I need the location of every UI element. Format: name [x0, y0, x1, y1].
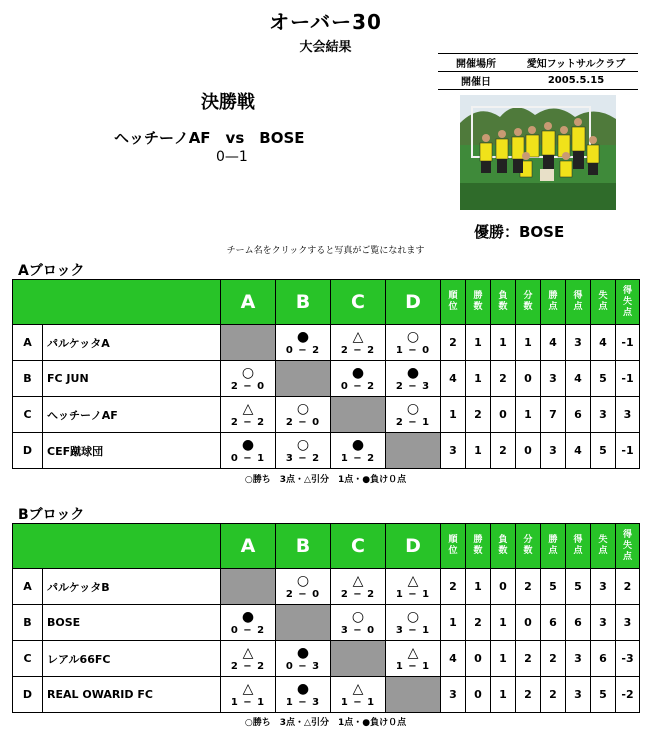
table-row	[13, 605, 640, 641]
block-b-body	[13, 569, 640, 713]
stat-cell: 5	[591, 361, 616, 397]
result-symbol: ○	[296, 436, 310, 453]
match-result-cell	[386, 325, 441, 361]
stat-header-goals-for: 得 点	[566, 280, 591, 325]
column-c: C	[331, 524, 386, 569]
date-label: 開催日	[438, 72, 514, 90]
block-b-table	[12, 523, 640, 713]
stat-cell: 3	[591, 605, 616, 641]
result-symbol: ●	[296, 328, 310, 345]
self-match-cell	[276, 605, 331, 641]
stat-cell: -1	[616, 325, 640, 361]
match-result-cell	[221, 397, 276, 433]
team-name-link[interactable]: レアル66FC	[43, 641, 221, 677]
self-match-cell	[331, 641, 386, 677]
match-score: 0 − 3	[285, 660, 321, 672]
result-symbol: ○	[406, 400, 420, 417]
venue-row	[438, 54, 638, 72]
final-heading: 決勝戦	[201, 92, 255, 113]
match-result-cell	[221, 677, 276, 713]
stat-cell: 4	[591, 325, 616, 361]
stat-header-rank: 順 位	[441, 524, 466, 569]
page-subtitle: 大会結果	[299, 40, 352, 55]
stat-cell: 4	[541, 325, 566, 361]
match-result-cell	[276, 677, 331, 713]
stat-cell: 1	[466, 569, 491, 605]
stat-cell: 7	[541, 397, 566, 433]
match-result-cell	[386, 397, 441, 433]
stat-cell: 1	[491, 641, 516, 677]
result-symbol: ○	[296, 572, 310, 589]
column-d: D	[386, 524, 441, 569]
match-score: 3 − 2	[285, 452, 321, 464]
stat-cell: 0	[491, 569, 516, 605]
table-row	[13, 361, 640, 397]
match-score: 0 − 1	[230, 452, 266, 464]
stat-cell: 3	[566, 677, 591, 713]
match-score: 2 − 0	[285, 416, 321, 428]
stat-cell: 4	[566, 361, 591, 397]
result-symbol: △	[407, 572, 419, 589]
stat-cell: 1	[491, 605, 516, 641]
result-symbol: △	[352, 328, 364, 345]
table-row	[13, 433, 640, 469]
match-score: 2 − 1	[395, 416, 431, 428]
champion-label: 優勝：BOSE	[474, 223, 565, 241]
row-letter: A	[13, 569, 43, 605]
stat-cell: 3	[616, 397, 640, 433]
row-letter: C	[13, 397, 43, 433]
stat-cell: -2	[616, 677, 640, 713]
block-a-body	[13, 325, 640, 469]
result-symbol: △	[242, 680, 254, 697]
row-letter: C	[13, 641, 43, 677]
result-symbol: ○	[351, 608, 365, 625]
header-blank	[13, 280, 221, 325]
final-match: ヘッチーノAF vs BOSE	[114, 129, 305, 147]
stat-cell: 2	[516, 641, 541, 677]
stat-cell: 4	[566, 433, 591, 469]
stat-header-losses: 負 数	[491, 524, 516, 569]
self-match-cell	[221, 569, 276, 605]
result-symbol: △	[242, 644, 254, 661]
stat-header-goal-diff: 得 失 点	[616, 524, 640, 569]
page-title: オーバー30	[269, 10, 382, 34]
stat-header-losses: 負 数	[491, 280, 516, 325]
result-symbol: ●	[406, 364, 420, 381]
date-value: 2005.5.15	[514, 72, 638, 90]
stat-cell: -1	[616, 433, 640, 469]
venue-info-table	[438, 53, 638, 90]
result-symbol: △	[242, 400, 254, 417]
match-score: 1 − 1	[395, 660, 431, 672]
stat-cell: 6	[541, 605, 566, 641]
match-score: 0 − 2	[340, 380, 376, 392]
venue-label: 開催場所	[438, 54, 514, 72]
match-result-cell	[331, 677, 386, 713]
result-symbol: ○	[406, 608, 420, 625]
match-score: 2 − 2	[340, 344, 376, 356]
stat-header-wins: 勝 数	[466, 280, 491, 325]
stat-cell: 5	[591, 433, 616, 469]
stat-cell: 1	[466, 325, 491, 361]
column-a: A	[221, 280, 276, 325]
team-name-link[interactable]: ヘッチーノAF	[43, 397, 221, 433]
stat-cell: 2	[441, 325, 466, 361]
match-score: 1 − 1	[340, 696, 376, 708]
date-row	[438, 72, 638, 90]
match-result-cell	[386, 641, 441, 677]
match-score: 2 − 3	[395, 380, 431, 392]
self-match-cell	[386, 677, 441, 713]
match-result-cell	[386, 361, 441, 397]
block-a-table	[12, 279, 640, 469]
table-row	[13, 325, 640, 361]
match-result-cell	[276, 569, 331, 605]
stat-header-draws: 分 数	[516, 524, 541, 569]
match-score: 3 − 0	[340, 624, 376, 636]
stat-cell: 4	[441, 361, 466, 397]
stat-header-points: 勝 点	[541, 524, 566, 569]
match-score: 2 − 0	[285, 588, 321, 600]
table-row	[13, 397, 640, 433]
stat-cell: 3	[566, 325, 591, 361]
stat-header-goals-against: 失 点	[591, 280, 616, 325]
stat-cell: 1	[516, 397, 541, 433]
block-a-title: Aブロック	[18, 263, 85, 279]
stat-cell: 3	[591, 397, 616, 433]
match-score: 1 − 3	[285, 696, 321, 708]
match-score: 1 − 2	[340, 452, 376, 464]
table-row	[13, 677, 640, 713]
result-symbol: ●	[241, 436, 255, 453]
stat-cell: 0	[466, 677, 491, 713]
match-score: 3 − 1	[395, 624, 431, 636]
row-letter: D	[13, 677, 43, 713]
stat-cell: 3	[541, 361, 566, 397]
stat-cell: 1	[466, 433, 491, 469]
row-letter: D	[13, 433, 43, 469]
stat-cell: 3	[441, 433, 466, 469]
stat-cell: 1	[516, 325, 541, 361]
match-score: 2 − 2	[340, 588, 376, 600]
result-symbol: ●	[296, 680, 310, 697]
venue-value: 愛知フットサルクラブ	[514, 54, 638, 72]
table-header-row	[13, 280, 640, 325]
stat-cell: 2	[541, 677, 566, 713]
stat-cell: 1	[491, 677, 516, 713]
match-score: 1 − 0	[395, 344, 431, 356]
table-row	[13, 569, 640, 605]
result-symbol: △	[407, 644, 419, 661]
result-symbol: ○	[406, 328, 420, 345]
stat-cell: 1	[441, 397, 466, 433]
stat-header-goals-for: 得 点	[566, 524, 591, 569]
stat-cell: 3	[616, 605, 640, 641]
stat-cell: 3	[541, 433, 566, 469]
stat-cell: 1	[441, 605, 466, 641]
column-d: D	[386, 280, 441, 325]
table-row	[13, 641, 640, 677]
stat-cell: 2	[466, 605, 491, 641]
result-symbol: ○	[241, 364, 255, 381]
stat-header-draws: 分 数	[516, 280, 541, 325]
match-result-cell	[386, 605, 441, 641]
match-result-cell	[276, 433, 331, 469]
team-name-link[interactable]: パルケッタA	[43, 325, 221, 361]
match-score: 1 − 1	[395, 588, 431, 600]
team-name-link[interactable]: CEF蹴球団	[43, 433, 221, 469]
stat-cell: 1	[466, 361, 491, 397]
match-result-cell	[331, 605, 386, 641]
stat-cell: 6	[566, 397, 591, 433]
stat-cell: 2	[541, 641, 566, 677]
match-result-cell	[221, 605, 276, 641]
stat-header-wins: 勝 数	[466, 524, 491, 569]
stat-cell: 0	[466, 641, 491, 677]
stat-cell: 3	[591, 569, 616, 605]
stat-cell: 6	[591, 641, 616, 677]
column-b: B	[276, 280, 331, 325]
row-letter: B	[13, 605, 43, 641]
match-result-cell	[276, 641, 331, 677]
stat-cell: -3	[616, 641, 640, 677]
column-b: B	[276, 524, 331, 569]
champion-team-photo	[460, 95, 616, 210]
stat-cell: 3	[441, 677, 466, 713]
stat-cell: 0	[516, 605, 541, 641]
row-letter: A	[13, 325, 43, 361]
column-c: C	[331, 280, 386, 325]
stat-cell: 5	[541, 569, 566, 605]
stat-cell: 6	[566, 605, 591, 641]
match-score: 1 − 1	[230, 696, 266, 708]
self-match-cell	[386, 433, 441, 469]
stat-cell: 2	[491, 433, 516, 469]
stat-cell: 2	[466, 397, 491, 433]
self-match-cell	[276, 361, 331, 397]
result-symbol: ●	[351, 364, 365, 381]
stat-header-points: 勝 点	[541, 280, 566, 325]
stat-header-rank: 順 位	[441, 280, 466, 325]
stat-cell: 4	[441, 641, 466, 677]
stat-cell: 5	[566, 569, 591, 605]
row-letter: B	[13, 361, 43, 397]
block-b-legend: ○勝ち 3点・△引分 1点・●負け０点	[244, 718, 407, 728]
match-result-cell	[386, 569, 441, 605]
result-symbol: △	[352, 680, 364, 697]
match-result-cell	[221, 641, 276, 677]
match-result-cell	[331, 325, 386, 361]
result-symbol: ○	[296, 400, 310, 417]
stat-cell: 3	[566, 641, 591, 677]
stat-cell: 2	[441, 569, 466, 605]
stat-cell: 2	[516, 569, 541, 605]
match-result-cell	[331, 569, 386, 605]
column-a: A	[221, 524, 276, 569]
team-name-link[interactable]: BOSE	[43, 605, 221, 641]
match-score: 0 − 2	[285, 344, 321, 356]
stat-header-goals-against: 失 点	[591, 524, 616, 569]
block-b-title: Bブロック	[18, 507, 85, 523]
match-result-cell	[221, 433, 276, 469]
self-match-cell	[221, 325, 276, 361]
result-symbol: ●	[351, 436, 365, 453]
match-result-cell	[331, 361, 386, 397]
table-header-row	[13, 524, 640, 569]
stat-cell: 2	[616, 569, 640, 605]
result-symbol: ●	[296, 644, 310, 661]
match-score: 2 − 0	[230, 380, 266, 392]
match-score: 0 − 2	[230, 624, 266, 636]
stat-cell: 0	[491, 397, 516, 433]
header-blank	[13, 524, 221, 569]
team-name-link[interactable]: REAL OWARID FC	[43, 677, 221, 713]
stat-cell: 0	[516, 361, 541, 397]
click-note: チーム名をクリックすると写真がご覧になれます	[226, 246, 425, 256]
stat-header-goal-diff: 得 失 点	[616, 280, 640, 325]
self-match-cell	[331, 397, 386, 433]
match-score: 2 − 2	[230, 660, 266, 672]
stat-cell: 1	[491, 325, 516, 361]
block-a-legend: ○勝ち 3点・△引分 1点・●負け０点	[244, 475, 407, 485]
result-symbol: ●	[241, 608, 255, 625]
final-score: 0—1	[216, 149, 248, 165]
stat-cell: 2	[516, 677, 541, 713]
stat-cell: 2	[491, 361, 516, 397]
team-name-link[interactable]: FC JUN	[43, 361, 221, 397]
match-score: 2 − 2	[230, 416, 266, 428]
match-result-cell	[276, 397, 331, 433]
stat-cell: 5	[591, 677, 616, 713]
match-result-cell	[276, 325, 331, 361]
result-symbol: △	[352, 572, 364, 589]
team-name-link[interactable]: パルケッタB	[43, 569, 221, 605]
stat-cell: 0	[516, 433, 541, 469]
match-result-cell	[331, 433, 386, 469]
stat-cell: -1	[616, 361, 640, 397]
match-result-cell	[221, 361, 276, 397]
